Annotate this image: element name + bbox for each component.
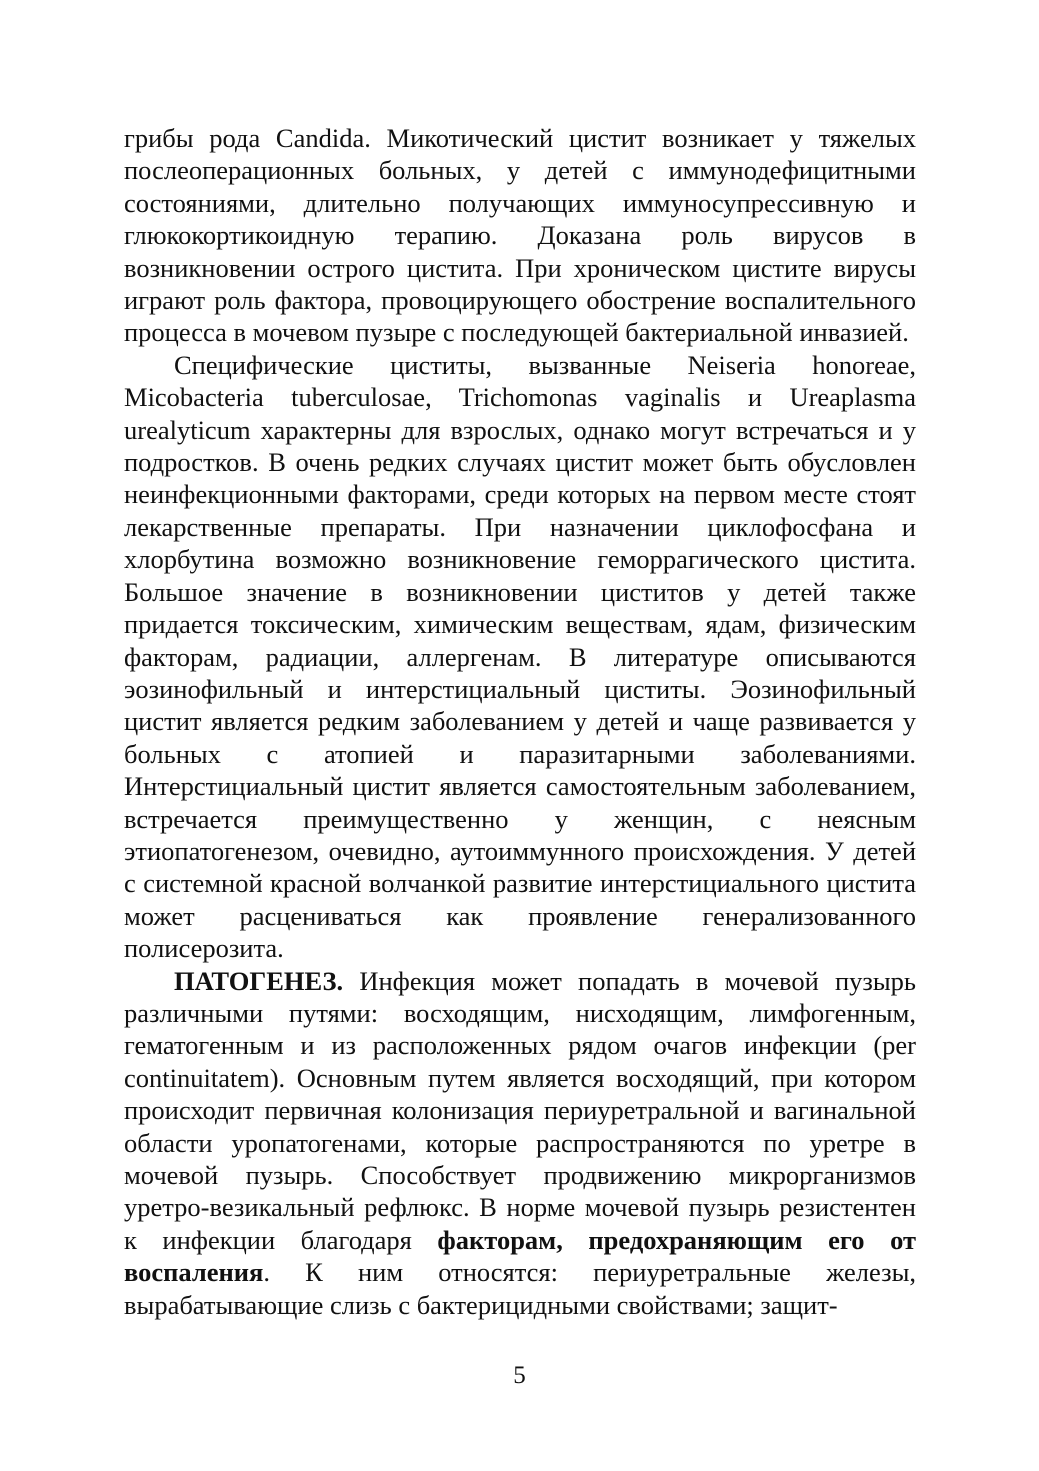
paragraph-pathogenesis	[124, 965, 916, 1321]
page-body	[124, 122, 916, 1321]
protective-factors-emphasis: факторам, предохраняющим его от воспаления	[124, 1224, 916, 1288]
section-heading-pathogenesis: ПАТОГЕНЕЗ.	[174, 965, 344, 996]
pathogenesis-text-part1: Инфекция может попадать в мочевой пузырь различными путями: восходящим, нисходящим, лимфогенным, гематогенным и из расположенных рядом очагов инфекции (per continuitatem). Основным путем является восходящий, при котором происходит первичная колонизация периуретральной и вагинальной области уропатогенами, которые распространяются по уретре в мочевой пузырь. Способствует продвижению микрорганизмов уретро-везикальный рефлюкс. В норме мочевой пузырь резистентен к инфекции благодаря	[124, 965, 916, 1255]
paragraph-candida: грибы рода Candida. Микотический цистит возникает у тяжелых послеоперационных больных, у детей с иммунодефицитными состояниями, длительно получающих иммуносупрессивную и глюкокортикоидную терапию. Доказана роль вирусов в возникновении острого цистита. При хроническом цистите вирусы играют роль фактора, провоцирующего обострение воспалительного процесса в мочевом пузыре с последующей бактериальной инвазией.	[124, 123, 916, 348]
paragraph-specific-cystitis: Специфические циститы, вызванные Neiseria honoreae, Micobacteria tuberculosae, Trichomonas vaginalis и Ureaplasma urealyticum характерны для взрослых, однако могут встречаться и у подростков. В очень редких случаях цистит может быть обусловлен неинфекционными факторами, среди которых на первом месте стоят лекарственные препараты. При назначении циклофосфана и хлорбутина возможно возникновение геморрагического цистита. Большое значение в возникновении циститов у детей также придается токсическим, химическим веществам, ядам, физическим факторам, радиации, аллергенам. В литературе описываются эозинофильный и интерстициальный циститы. Эозинофильный цистит является редким заболеванием у детей и чаще развивается у больных с атопией и паразитарными заболеваниями. Интерстициальный цистит является самостоятельным заболеванием, встречается преимущественно у женщин, с неясным этиопатогенезом, очевидно, аутоиммунного происхождения. У детей с системной красной волчанкой развитие интерстициального цистита может расцениваться как проявление генерализованного полисерозита.	[124, 349, 916, 964]
page-number: 5	[513, 1362, 526, 1389]
pathogenesis-text-part2: . К ним относятся: периуретральные железы, вырабатывающие слизь с бактерицидными свойствами; защит-	[124, 1257, 916, 1320]
